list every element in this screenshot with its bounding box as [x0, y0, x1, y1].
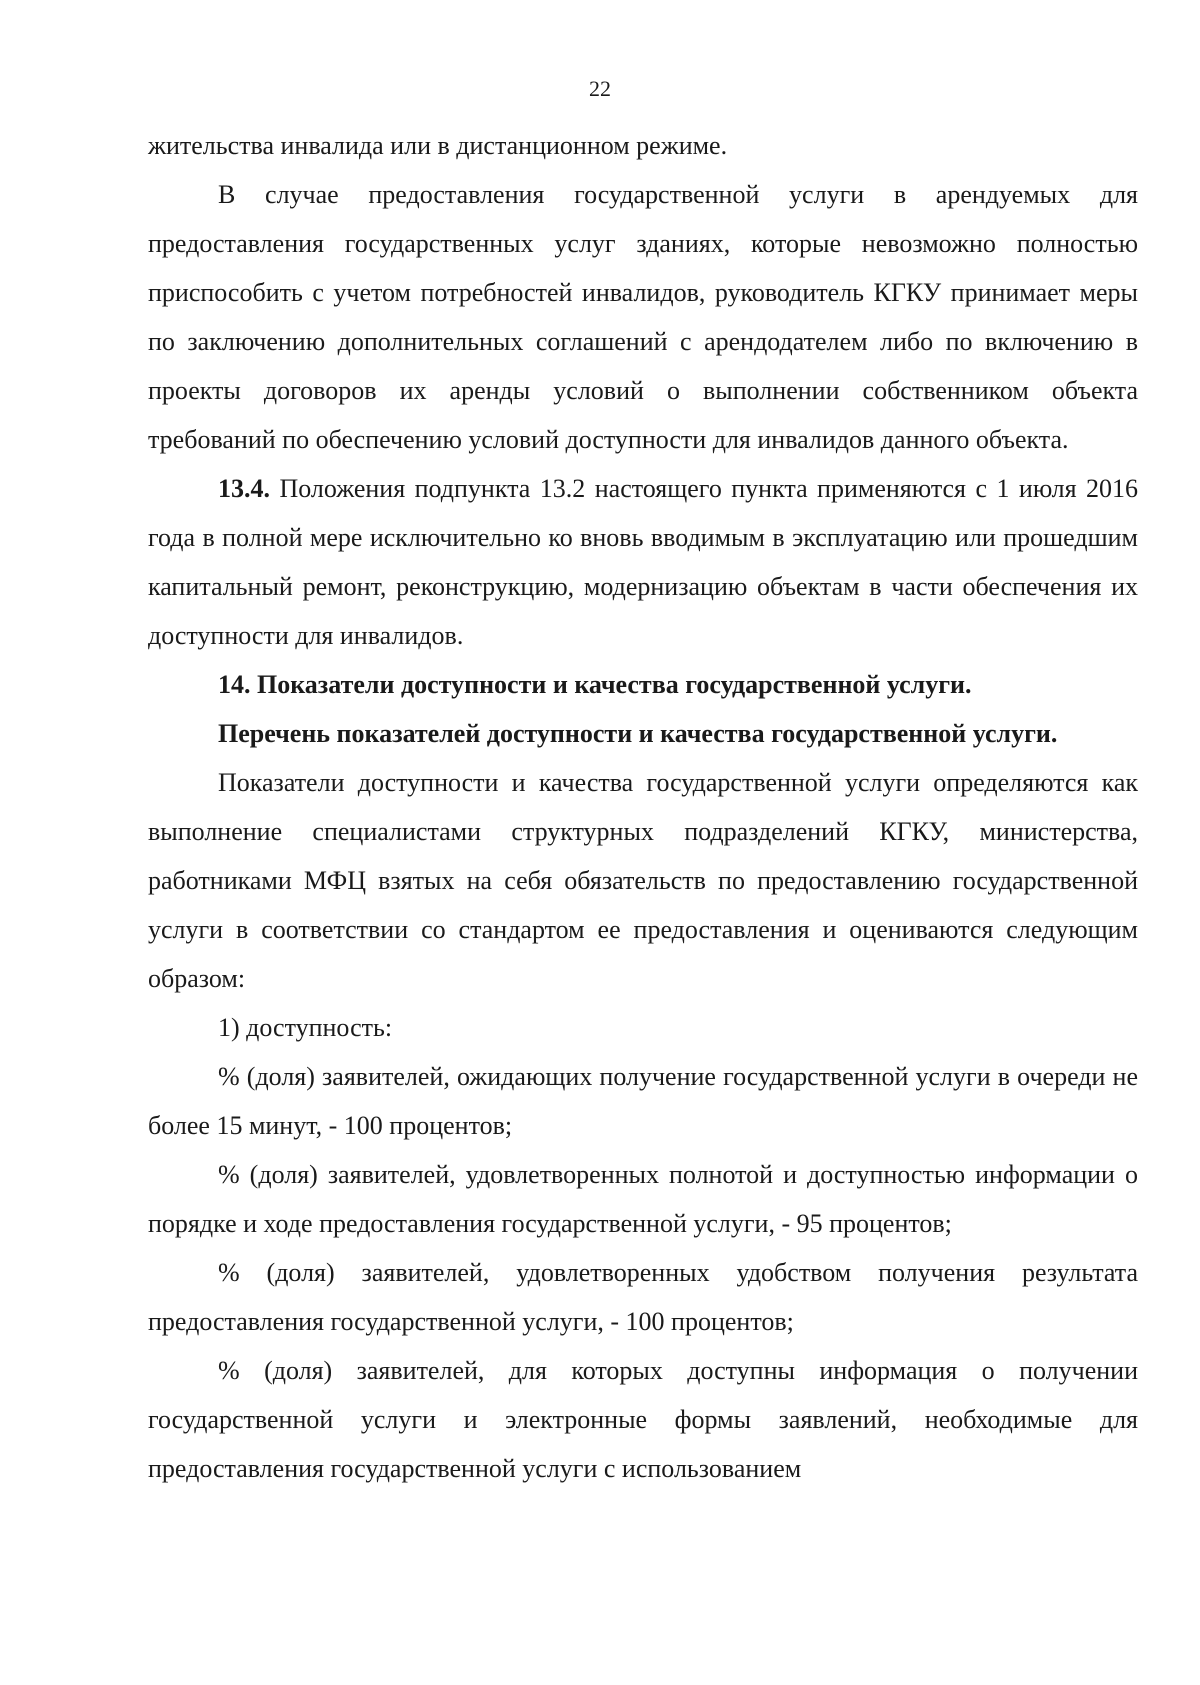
- indicator-electronic-forms: % (доля) заявителей, для которых доступны информация о получении государственной услуги и электронные формы заявлений, необходимые для предоставления государственной услуги с использованием: [148, 1356, 1138, 1483]
- page-number: 22: [589, 76, 611, 101]
- indicator-queue-wait: % (доля) заявителей, ожидающих получение государственной услуги в очереди не более 15 минут, - 100 процентов;: [148, 1062, 1138, 1140]
- paragraph-leased-buildings: В случае предоставления государственной услуги в арендуемых для предоставления государственных услуг зданиях, которые невозможно полностью приспособить с учетом потребностей инвалидов, руководитель КГКУ принимает меры по заключению дополнительных соглашений с арендодателем либо по включению в проекты договоров их аренды условий о выполнении собственником объекта требований по обеспечению условий доступности для инвалидов данного объекта.: [148, 180, 1138, 454]
- subheading-indicators-list: Перечень показателей доступности и качества государственной услуги.: [218, 719, 1058, 748]
- section-heading-14: 14. Показатели доступности и качества государственной услуги.: [218, 670, 972, 699]
- indicator-information-satisfaction: % (доля) заявителей, удовлетворенных полнотой и доступностью информации о порядке и ходе предоставления государственной услуги, - 95 процентов;: [148, 1160, 1138, 1238]
- list-item-accessibility: 1) доступность:: [218, 1013, 393, 1042]
- clause-number: 13.4.: [218, 474, 270, 503]
- paragraph-continuation: жительства инвалида или в дистанционном режиме.: [148, 131, 728, 160]
- paragraph-indicators-definition: Показатели доступности и качества государственной услуги определяются как выполнение специалистами структурных подразделений КГКУ, министерства, работниками МФЦ взятых на себя обязательств по предоставлению государственной услуги в соответствии со стандартом ее предоставления и оцениваются следующим образом:: [148, 768, 1138, 993]
- clause-text: Положения подпункта 13.2 настоящего пункта применяются с 1 июля 2016 года в полной мере исключительно ко вновь вводимым в эксплуатацию или прошедшим капитальный ремонт, реконструкцию, модернизацию объектам в части обеспечения их доступности для инвалидов.: [148, 474, 1138, 650]
- indicator-result-convenience: % (доля) заявителей, удовлетворенных удобством получения результата предоставления государственной услуги, - 100 процентов;: [148, 1258, 1138, 1336]
- document-body: [148, 121, 1138, 1493]
- paragraph-13-4: [148, 464, 1138, 660]
